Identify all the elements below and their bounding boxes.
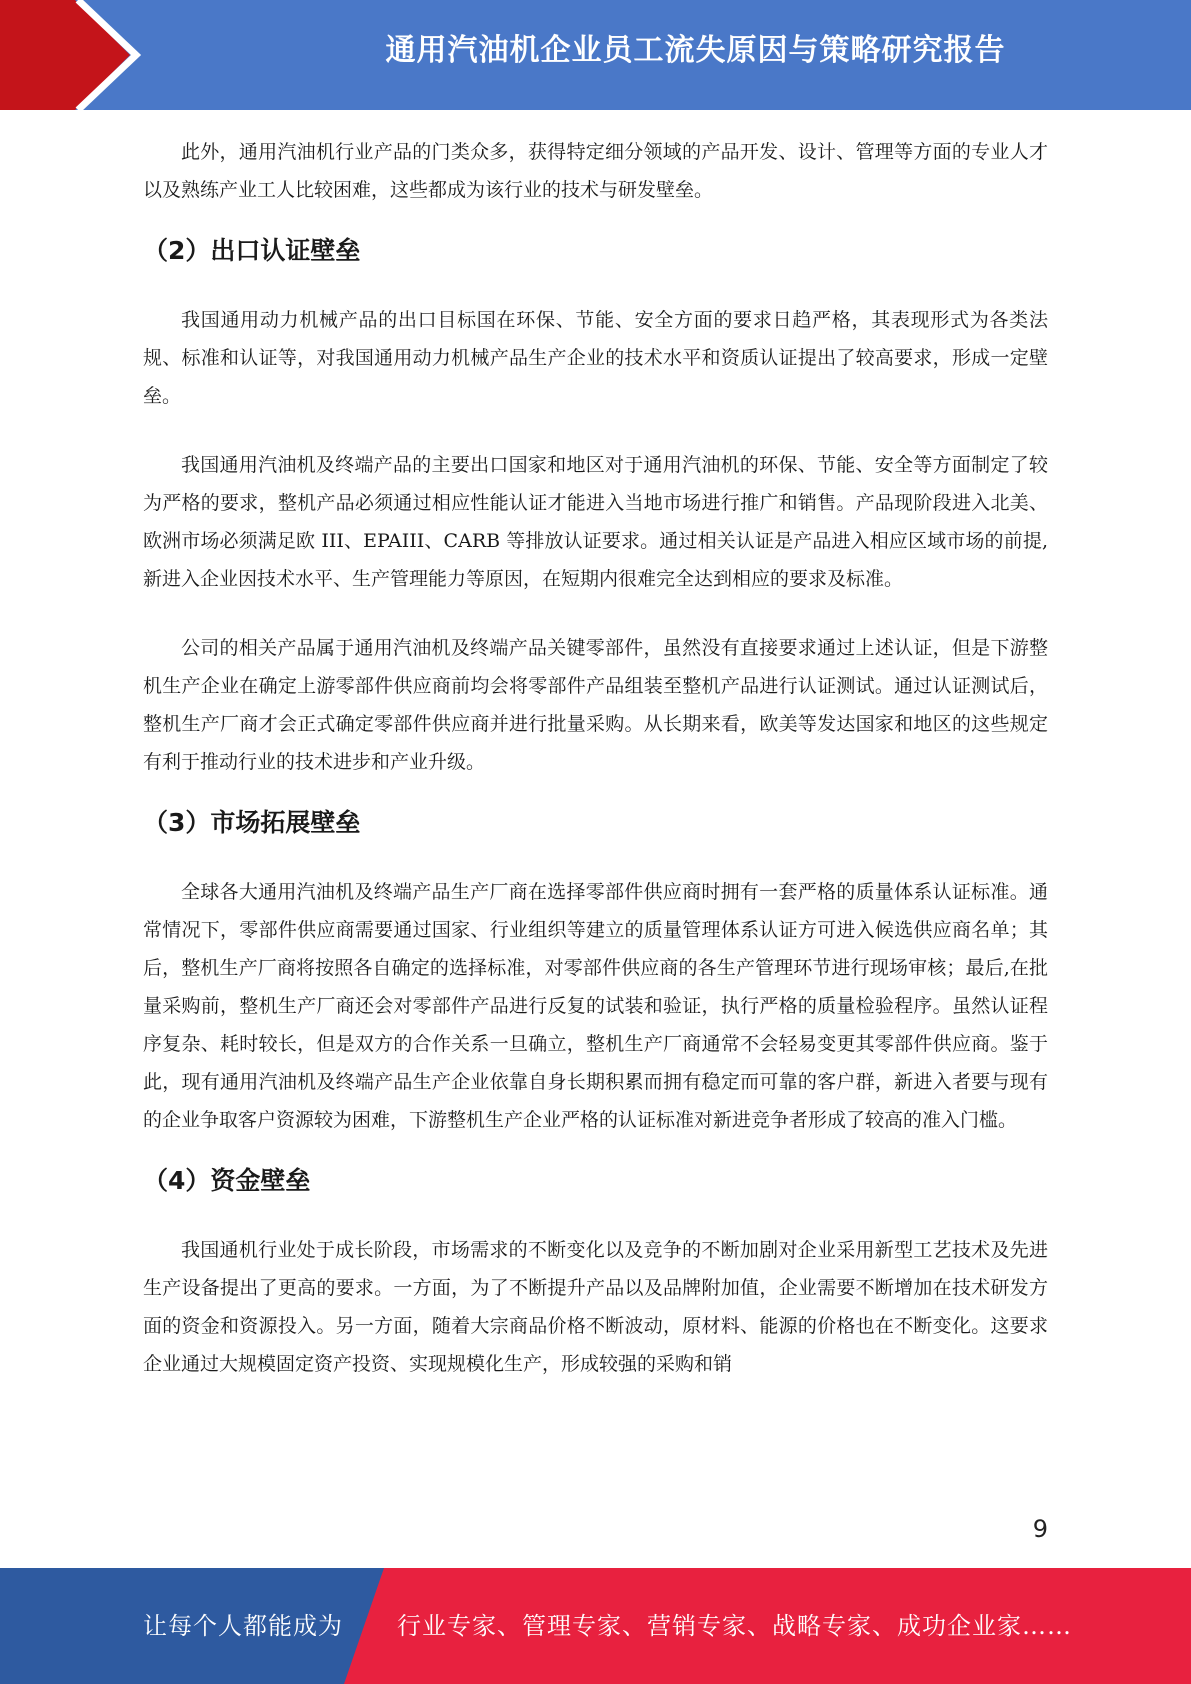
paragraph: 我国通用汽油机及终端产品的主要出口国家和地区对于通用汽油机的环保、节能、安全等方面制定了较为严格的要求，整机产品必须通过相应性能认证才能进入当地市场进行推广和销售。产品现阶段进入北美、欧洲市场必须满足欧 III、EPAIII、CARB 等排放认证要求。通过相关认证是产品进入相应区域市场的前提,新进入企业因技术水平、生产管理能力等原因，在短期内很难完全达到相应的要求及标准。 bbox=[143, 454, 1048, 590]
section-heading-capital-barrier: （4）资金壁垒 bbox=[143, 1166, 311, 1195]
section-heading-export-certification: （2）出口认证壁垒 bbox=[143, 236, 361, 265]
page-footer bbox=[0, 1568, 1191, 1684]
document-title: 通用汽油机企业员工流失原因与策略研究报告 bbox=[385, 33, 1006, 68]
header-chevron-icon bbox=[0, 0, 150, 110]
paragraph: 全球各大通用汽油机及终端产品生产厂商在选择零部件供应商时拥有一套严格的质量体系认证标准。通常情况下，零部件供应商需要通过国家、行业组织等建立的质量管理体系认证方可进入候选供应商名单；其后，整机生产厂商将按照各自确定的选择标准，对零部件供应商的各生产管理环节进行现场审核；最后,在批量采购前，整机生产厂商还会对零部件产品进行反复的试装和验证，执行严格的质量检验程序。虽然认证程序复杂、耗时较长，但是双方的合作关系一旦确立，整机生产厂商通常不会轻易变更其零部件供应商。鉴于此，现有通用汽油机及终端产品生产企业依靠自身长期积累而拥有稳定而可靠的客户群，新进入者要与现有的企业争取客户资源较为困难，下游整机生产企业严格的认证标准对新进竞争者形成了较高的准入门槛。 bbox=[143, 881, 1048, 1131]
paragraph: 此外，通用汽油机行业产品的门类众多，获得特定细分领域的产品开发、设计、管理等方面的专业人才以及熟练产业工人比较困难，这些都成为该行业的技术与研发壁垒。 bbox=[143, 141, 1048, 201]
paragraph: 我国通用动力机械产品的出口目标国在环保、节能、安全方面的要求日趋严格，其表现形式为各类法规、标准和认证等，对我国通用动力机械产品生产企业的技术水平和资质认证提出了较高要求，形成一定壁垒。 bbox=[143, 309, 1048, 407]
paragraph: 我国通机行业处于成长阶段，市场需求的不断变化以及竞争的不断加剧对企业采用新型工艺技术及先进生产设备提出了更高的要求。一方面，为了不断提升产品以及品牌附加值，企业需要不断增加在技术研发方面的资金和资源投入。另一方面，随着大宗商品价格不断波动，原材料、能源的价格也在不断变化。这要求企业通过大规模固定资产投资、实现规模化生产，形成较强的采购和销 bbox=[143, 1239, 1048, 1375]
footer-slogan-right: 行业专家、管理专家、营销专家、战略专家、成功企业家…… bbox=[397, 1612, 1072, 1640]
page-number: 9 bbox=[1032, 1515, 1048, 1543]
main-content bbox=[143, 133, 1048, 1383]
paragraph: 公司的相关产品属于通用汽油机及终端产品关键零部件，虽然没有直接要求通过上述认证，但是下游整机生产企业在确定上游零部件供应商前均会将零部件产品组装至整机产品进行认证测试。通过认证测试后，整机生产厂商才会正式确定零部件供应商并进行批量采购。从长期来看，欧美等发达国家和地区的这些规定有利于推动行业的技术进步和产业升级。 bbox=[143, 637, 1048, 773]
section-heading-market-expansion: （3）市场拓展壁垒 bbox=[143, 808, 361, 837]
page-header bbox=[0, 0, 1191, 110]
footer-slogan-left: 让每个人都能成为 bbox=[143, 1612, 343, 1640]
